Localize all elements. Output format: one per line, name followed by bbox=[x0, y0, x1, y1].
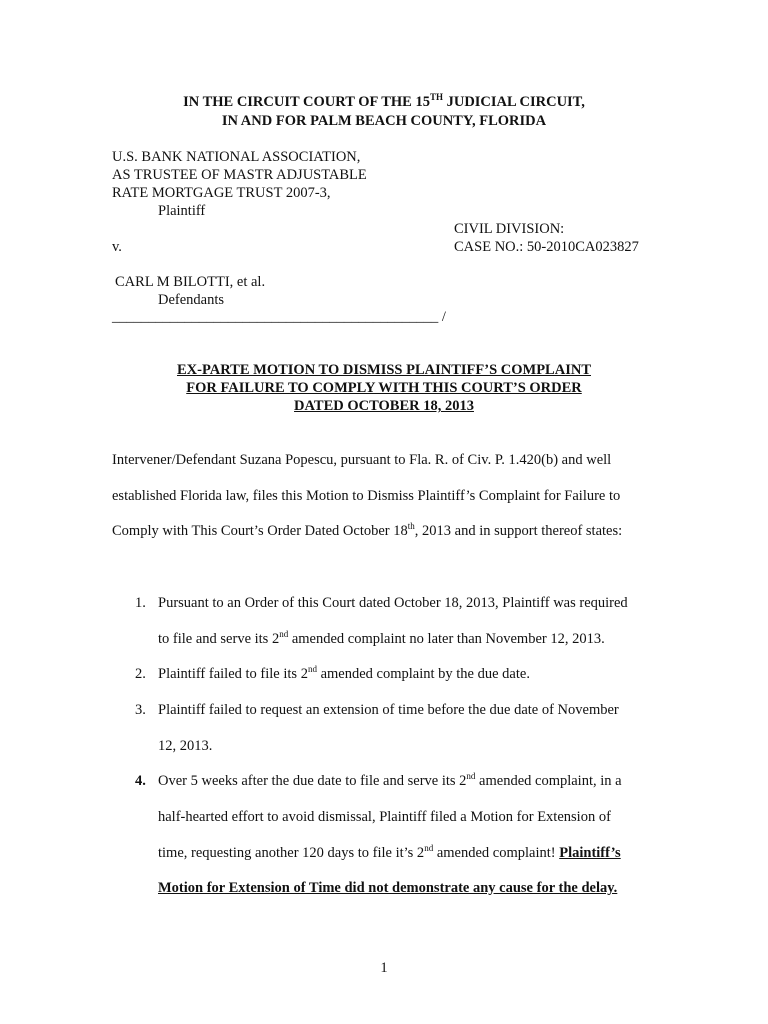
item-4-line-3-text-mid: amended complaint! bbox=[433, 845, 560, 861]
plaintiff-name-line-1: U.S. BANK NATIONAL ASSOCIATION, bbox=[112, 149, 361, 165]
item-1-line-2-text-end: amended complaint no later than November 12, 2013. bbox=[288, 631, 605, 647]
motion-title-line-3: DATED OCTOBER 18, 2013 bbox=[294, 398, 474, 414]
item-4-line-3-text: time, requesting another 120 days to file it’s 2 bbox=[158, 845, 425, 861]
item-4-line-1-text-end: amended complaint, in a bbox=[475, 773, 622, 789]
intro-line-3-text-end: , 2013 and in support thereof states: bbox=[414, 523, 623, 539]
court-heading-text: IN THE CIRCUIT COURT OF THE 15 bbox=[183, 94, 430, 110]
item-4-number: 4. bbox=[135, 773, 146, 789]
item-4-emphasis-start: Plaintiff’s bbox=[559, 845, 621, 861]
intro-line-3 bbox=[112, 523, 622, 540]
court-heading-line-2: IN AND FOR PALM BEACH COUNTY, FLORIDA bbox=[221, 113, 547, 129]
item-4-line-1 bbox=[158, 773, 622, 790]
item-2-number: 2. bbox=[135, 666, 146, 682]
item-4-line-1-superscript: nd bbox=[466, 771, 476, 782]
plaintiff-name-line-3: RATE MORTGAGE TRUST 2007-3, bbox=[112, 185, 331, 201]
intro-line-2: established Florida law, files this Motion to Dismiss Plaintiff’s Complaint for Failure to bbox=[112, 488, 621, 504]
caption-rule-line: _____________________________________________ / bbox=[112, 309, 446, 325]
item-4-line-2: half-hearted effort to avoid dismissal, Plaintiff filed a Motion for Extension of bbox=[158, 809, 611, 825]
item-2-line-1 bbox=[158, 666, 530, 683]
plaintiff-name-line-2: AS TRUSTEE OF MASTR ADJUSTABLE bbox=[112, 167, 367, 183]
item-1-line-1: Pursuant to an Order of this Court dated October 18, 2013, Plaintiff was required bbox=[158, 595, 628, 611]
item-3-line-2: 12, 2013. bbox=[158, 738, 213, 754]
item-2-text: Plaintiff failed to file its 2 bbox=[158, 666, 308, 682]
item-4-line-1-text: Over 5 weeks after the due date to file and serve its 2 bbox=[158, 773, 467, 789]
item-4-line-3 bbox=[158, 845, 621, 862]
item-4-emphasis-line: Motion for Extension of Time did not demonstrate any cause for the delay. bbox=[158, 880, 618, 896]
intro-line-3-text: Comply with This Court’s Order Dated October 18 bbox=[112, 523, 408, 539]
plaintiff-role: Plaintiff bbox=[158, 203, 206, 219]
intro-line-3-superscript: th bbox=[407, 521, 415, 532]
court-heading-superscript: TH bbox=[429, 92, 443, 103]
motion-title-line-1: EX-PARTE MOTION TO DISMISS PLAINTIFF’S COMPLAINT bbox=[176, 362, 591, 378]
item-3-line-1: Plaintiff failed to request an extension of time before the due date of November bbox=[158, 702, 619, 718]
item-1-number: 1. bbox=[135, 595, 146, 611]
item-2-superscript: nd bbox=[307, 664, 317, 675]
item-2-text-end: amended complaint by the due date. bbox=[316, 666, 530, 682]
item-3-number: 3. bbox=[135, 702, 146, 718]
intro-line-1: Intervener/Defendant Suzana Popescu, pursuant to Fla. R. of Civ. P. 1.420(b) and well bbox=[112, 452, 612, 468]
page-number: 1 bbox=[380, 960, 388, 976]
court-heading-line-1 bbox=[0, 94, 768, 111]
civil-division-label: CIVIL DIVISION: bbox=[454, 221, 565, 237]
defendant-name: CARL M BILOTTI, et al. bbox=[115, 274, 266, 290]
court-heading-text-end: JUDICIAL CIRCUIT, bbox=[442, 94, 585, 110]
item-4-line-3-superscript: nd bbox=[424, 843, 434, 854]
case-number: CASE NO.: 50-2010CA023827 bbox=[454, 239, 639, 255]
item-1-line-2 bbox=[158, 631, 605, 648]
versus-label: v. bbox=[112, 239, 122, 255]
defendant-role: Defendants bbox=[158, 292, 225, 308]
motion-title-line-2: FOR FAILURE TO COMPLY WITH THIS COURT’S ORDER bbox=[186, 380, 582, 396]
item-1-line-2-text: to file and serve its 2 bbox=[158, 631, 280, 647]
item-1-superscript: nd bbox=[279, 629, 289, 640]
